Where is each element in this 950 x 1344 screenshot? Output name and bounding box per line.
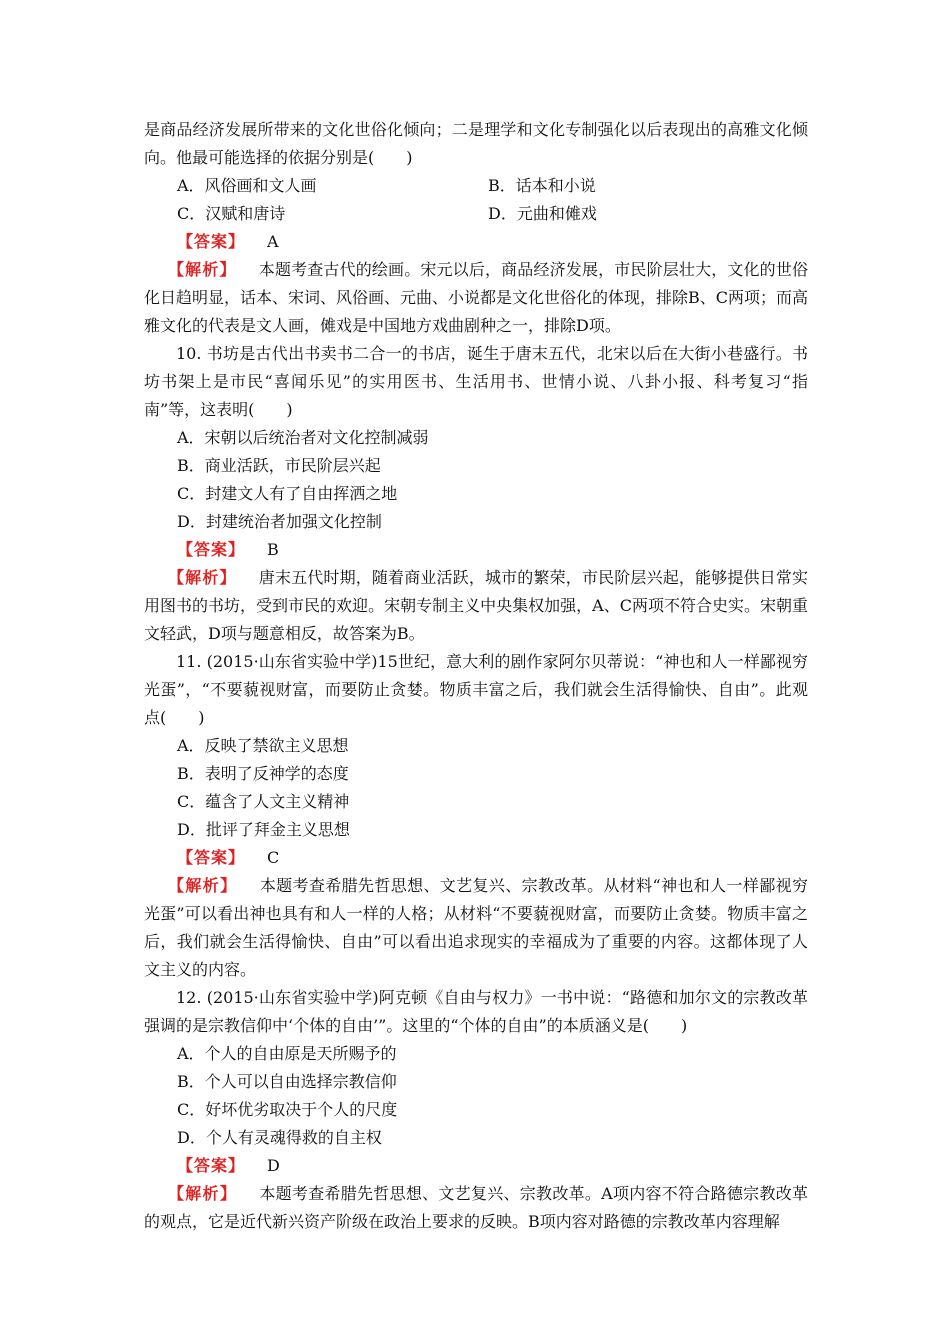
q11-option-c: C．蕴含了人文主义精神 [177,792,350,811]
answer-value: B [267,540,279,559]
explain-text: 本题考查希腊先哲思想、文艺复兴、宗教改革。A项内容不符合路德宗教改革的观点，它是近代新兴资产阶级在政治上要求的反映。B项内容对路德的宗教改革内容理解 [144,1184,808,1231]
q12-option-b: B．个人可以自由选择宗教信仰 [177,1072,397,1091]
explain-label: 【解析】 [168,568,237,587]
explain-label: 【解析】 [168,1184,238,1203]
q12-stem: 12. (2015·山东省实验中学)阿克顿《自由与权力》一书中说：“路德和加尔文的宗教改革强调的是宗教信仰中‘个体的自由’”。这里的“个体的自由”的本质涵义是( ) [144,988,808,1035]
q9-option-c: C．汉赋和唐诗 [177,204,286,223]
explain-label: 【解析】 [168,260,237,279]
answer-label: 【答案】 [177,848,246,867]
q10-answer [144,536,808,564]
q12-option-a: A．个人的自由原是天所赐予的 [177,1044,397,1063]
answer-value: C [267,848,280,867]
q9-options-row-2 [144,200,808,228]
document-page [144,116,808,1236]
q10-stem: 10. 书坊是古代出书卖书二合一的书店，诞生于唐末五代，北宋以后在大街小巷盛行。书坊书架上是市民“喜闻乐见”的实用医书、生活用书、世情小说、八卦小报、科考复习“指南”等，这表明( ) [144,344,808,419]
q10-explanation [144,564,808,648]
q9-answer [144,228,808,256]
answer-value: D [267,1156,280,1175]
q11-option-a: A．反映了禁欲主义思想 [177,736,349,755]
q9-option-b: B．话本和小说 [488,176,596,195]
q11-stem: 11. (2015·山东省实验中学)15世纪，意大利的剧作家阿尔贝蒂说：“神也和人一样鄙视穷光蛋”，“不要藐视财富，而要防止贪婪。物质丰富之后，我们就会生活得愉快、自由”。此观点( ) [144,652,808,727]
answer-label: 【答案】 [177,232,246,251]
q11-explanation [144,872,808,984]
q10-option-a: A．宋朝以后统治者对文化控制减弱 [177,428,429,447]
answer-value: A [267,232,279,251]
q9-option-d: D．元曲和傩戏 [488,204,597,223]
explain-text: 唐末五代时期，随着商业活跃，城市的繁荣，市民阶层兴起，能够提供日常实用图书的书坊，受到市民的欢迎。宋朝专制主义中央集权加强，A、C两项不符合史实。宋朝重文轻武，D项与题意相反，故答案为B。 [144,568,808,643]
q9-explanation [144,256,808,340]
q12-answer [144,1152,808,1180]
q12-option-d: D．个人有灵魂得救的自主权 [177,1128,382,1147]
q11-answer [144,844,808,872]
q11-option-d: D．批评了拜金主义思想 [177,820,350,839]
explain-text: 本题考查古代的绘画。宋元以后，商品经济发展，市民阶层壮大，文化的世俗化日趋明显，话本、宋词、风俗画、元曲、小说都是文化世俗化的体现，排除B、C两项；而高雅文化的代表是文人画，傩戏是中国地方戏曲剧种之一，排除D项。 [144,260,809,335]
explain-label: 【解析】 [168,876,238,895]
q12-explanation [144,1180,808,1236]
explain-text: 本题考查希腊先哲思想、文艺复兴、宗教改革。从材料“神也和人一样鄙视穷光蛋”可以看出神也具有和人一样的人格；从材料“不要藐视财富，而要防止贪婪。物质丰富之后，我们就会生活得愉快、自由”可以看出追求现实的幸福成为了重要的内容。这都体现了人文主义的内容。 [144,876,808,979]
q10-option-b: B．商业活跃，市民阶层兴起 [177,456,381,475]
q12-option-c: C．好坏优劣取决于个人的尺度 [177,1100,398,1119]
q9-option-a: A．风俗画和文人画 [177,176,317,195]
q9-stem: 是商品经济发展所带来的文化世俗化倾向；二是理学和文化专制强化以后表现出的高雅文化倾向。他最可能选择的依据分别是( ) [144,120,808,167]
answer-label: 【答案】 [177,540,246,559]
q10-option-c: C．封建文人有了自由挥洒之地 [177,484,398,503]
q10-option-d: D．封建统治者加强文化控制 [177,512,382,531]
q11-option-b: B．表明了反神学的态度 [177,764,349,783]
answer-label: 【答案】 [177,1156,246,1175]
q9-options-row-1 [144,172,808,200]
